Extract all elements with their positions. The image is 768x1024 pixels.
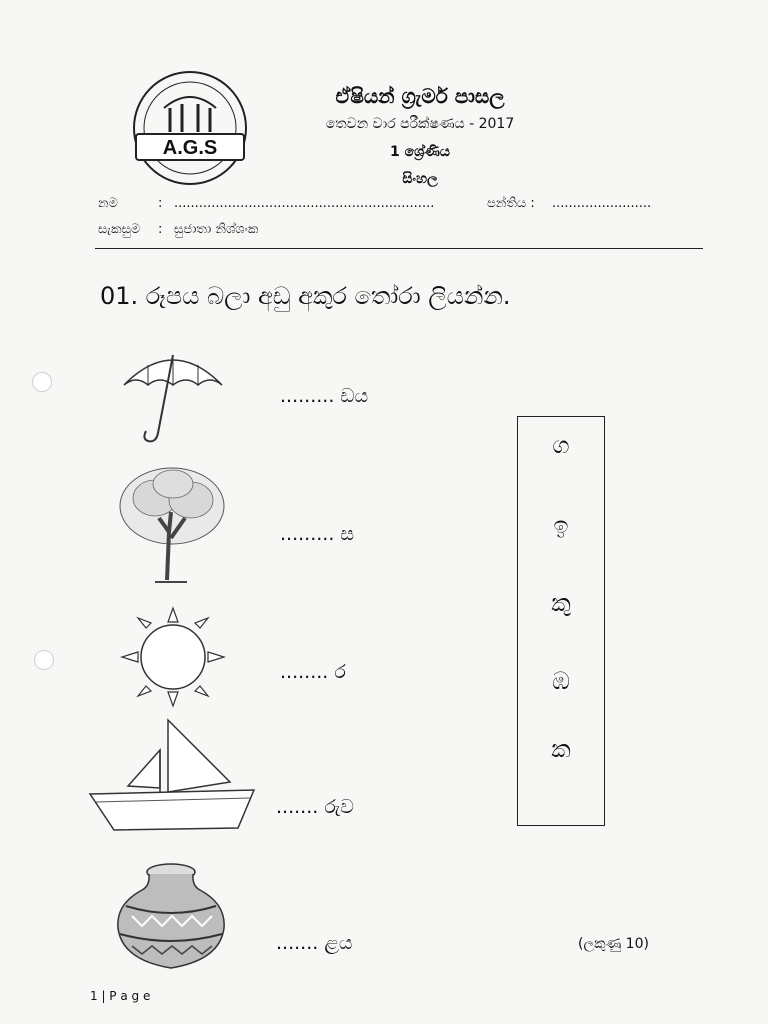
blank-tree: ......... ස xyxy=(280,523,355,545)
umbrella-icon xyxy=(118,345,228,447)
subject-label: සිංහල xyxy=(402,171,438,187)
name-colon: : xyxy=(158,196,163,211)
question-text: 01. රූපය බලා අඩු අකුර තෝරා ලියන්න. xyxy=(100,282,511,310)
blank-boat: ....... රුව xyxy=(276,796,354,818)
boat-icon xyxy=(88,716,258,836)
compiled-value: සුජාතා නිශ්ශංක xyxy=(174,222,259,237)
header-divider xyxy=(95,248,703,249)
blank-pot: ....... ළය xyxy=(276,932,353,954)
tree-icon xyxy=(115,462,230,587)
school-name: ඒෂියන් ග්‍රැමර් පාසල xyxy=(335,84,505,108)
grade-label: 1 ශ්‍රේණිය xyxy=(390,144,450,160)
page-number: 1 | P a g e xyxy=(90,989,151,1003)
letter-option: ඉ xyxy=(553,511,569,539)
marks-label: (ලකුණු 10) xyxy=(578,936,649,952)
class-blank: ........................ xyxy=(552,196,652,211)
compiled-label: සැකසුම xyxy=(98,222,141,237)
letter-option: ඹ xyxy=(552,667,570,695)
letter-option: කු xyxy=(551,589,571,617)
letter-choice-box xyxy=(517,416,605,826)
sun-icon xyxy=(118,606,228,708)
letter-option: ග xyxy=(552,431,570,459)
letter-option: ක xyxy=(551,735,571,763)
blank-sun: ........ ර xyxy=(280,661,346,683)
pot-icon xyxy=(112,856,230,974)
logo-text: A.G.S xyxy=(162,137,218,159)
compiled-colon: : xyxy=(158,222,163,237)
name-blank: ............................................................... xyxy=(174,196,435,211)
name-label: නම xyxy=(98,196,118,211)
exam-title: තෙවන වාර පරීක්ෂණය - 2017 xyxy=(325,116,515,132)
blank-umbrella: ......... ඩය xyxy=(280,385,369,407)
class-label: පන්තිය : xyxy=(487,196,535,211)
punch-hole xyxy=(34,650,54,670)
school-logo xyxy=(130,68,250,196)
punch-hole xyxy=(32,372,52,392)
